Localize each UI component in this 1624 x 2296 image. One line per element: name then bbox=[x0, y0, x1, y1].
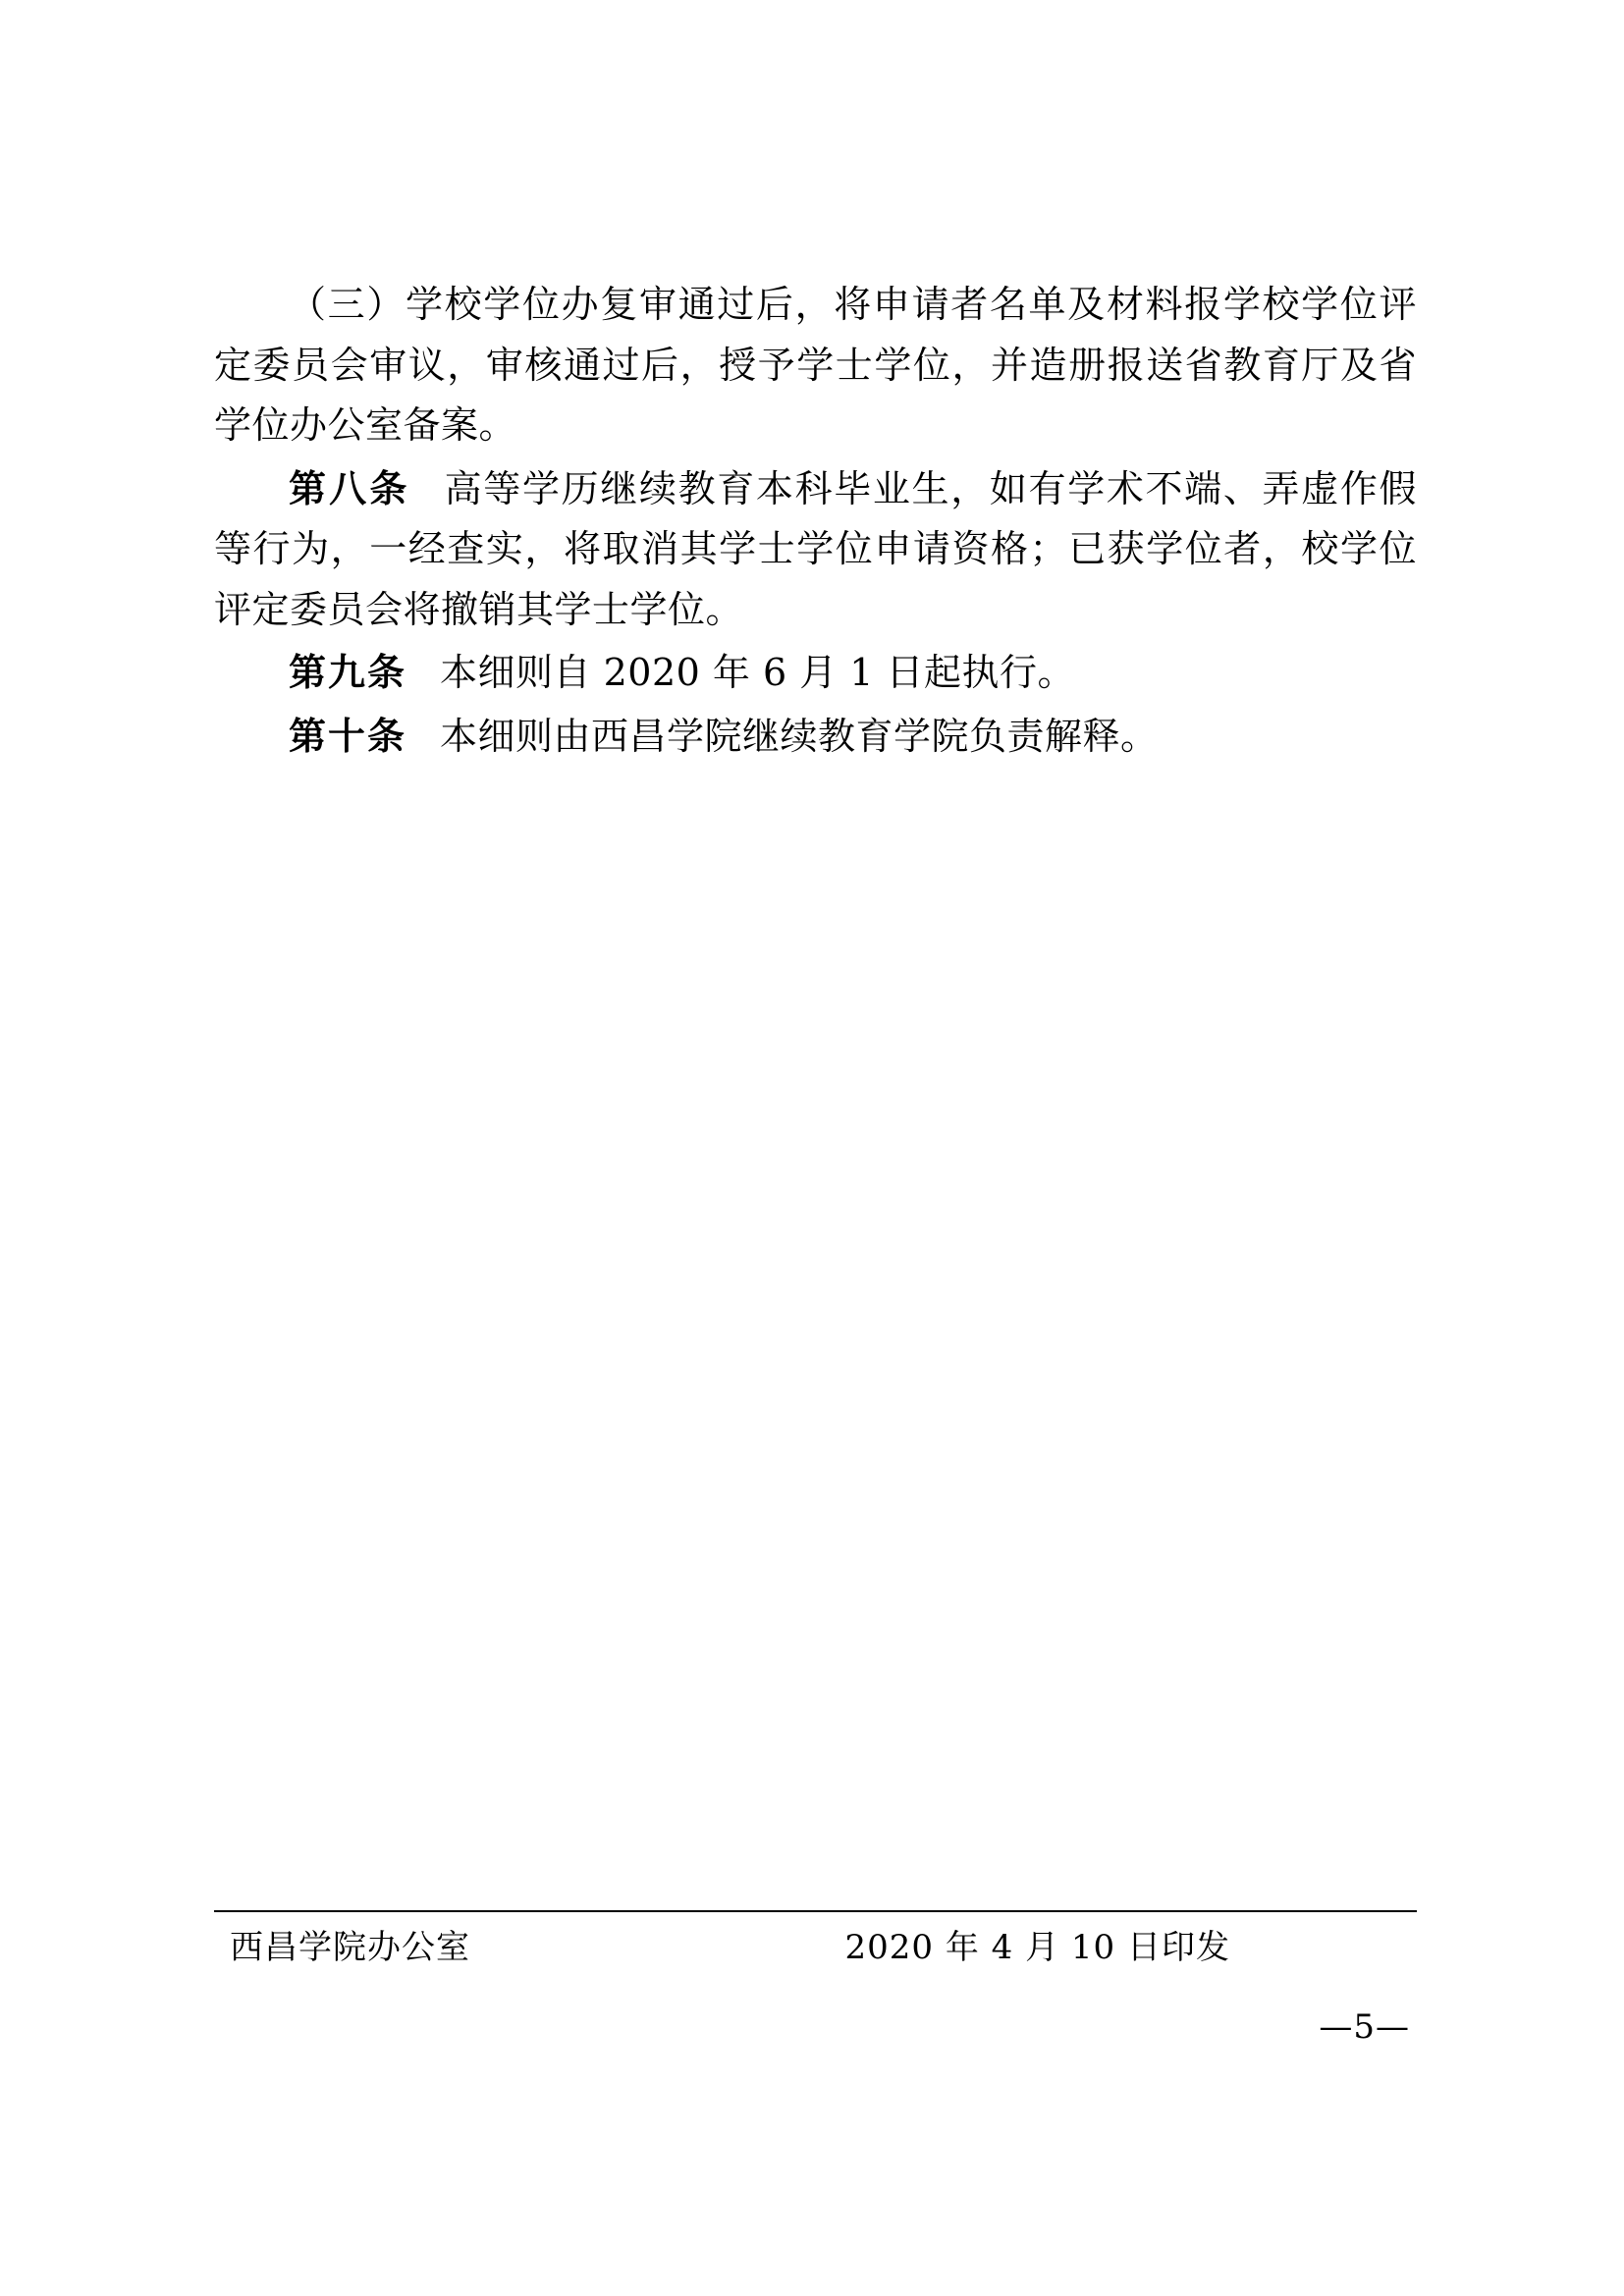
paragraph-article-9 bbox=[214, 642, 1417, 704]
footer-issue-date: 2020 年 4 月 10 日印发 bbox=[844, 1928, 1230, 1967]
paragraph-article-10 bbox=[214, 706, 1417, 768]
paragraph-article-8 bbox=[214, 458, 1417, 641]
footer-issuer: 西昌学院办公室 bbox=[230, 1928, 470, 1967]
footer-divider bbox=[214, 1910, 1417, 1912]
paragraph-text: 高等学历继续教育本科毕业生，如有学术不端、弄虚作假等行为，一经查实，将取消其学士学位申请资格；已获学位者，校学位评定委员会将撤销其学士学位。 bbox=[214, 466, 1417, 631]
article-label: 第八条 bbox=[289, 465, 410, 510]
footer-row bbox=[214, 1920, 1417, 1968]
article-label: 第九条 bbox=[289, 650, 407, 695]
paragraph-text: （三）学校学位办复审通过后，将申请者名单及材料报学校学位评定委员会审议，审核通过后，授予学士学位，并造册报送省教育厅及省学位办公室备案。 bbox=[214, 283, 1417, 448]
paragraph-text: 本细则自 2020 年 6 月 1 日起执行。 bbox=[440, 651, 1076, 695]
page-number: —5— bbox=[1319, 2007, 1410, 2047]
page-footer bbox=[214, 1910, 1417, 1968]
paragraph-clause-3 bbox=[214, 275, 1417, 456]
paragraph-text: 本细则由西昌学院继续教育学院负责解释。 bbox=[440, 714, 1159, 758]
document-body bbox=[214, 275, 1417, 769]
article-label: 第十条 bbox=[289, 713, 407, 758]
